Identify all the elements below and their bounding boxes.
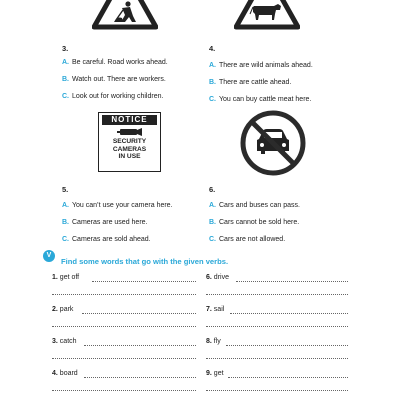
option-letter: B.	[62, 219, 69, 226]
answer-line[interactable]	[206, 326, 348, 327]
security-camera-icon	[115, 127, 145, 137]
option-text: Cars cannot be sold here.	[219, 219, 300, 226]
road-works-sign-icon	[92, 0, 158, 30]
section-badge: V	[43, 250, 55, 262]
question-number: 4.	[209, 44, 216, 53]
option-text: There are cattle ahead.	[219, 79, 292, 86]
option-c[interactable]	[62, 93, 163, 100]
option-letter: B.	[62, 76, 69, 83]
answer-line[interactable]	[52, 390, 196, 391]
verb-item	[52, 274, 79, 281]
answer-line[interactable]	[52, 358, 196, 359]
option-b[interactable]	[209, 219, 299, 226]
notice-line: CAMERAS	[112, 145, 147, 153]
verb-text: catch	[59, 338, 77, 345]
option-c[interactable]	[209, 236, 285, 243]
option-a[interactable]	[209, 62, 313, 69]
option-text: Watch out. There are workers.	[72, 76, 166, 83]
option-letter: A.	[62, 202, 69, 209]
option-letter: A.	[209, 202, 216, 209]
option-b[interactable]	[62, 219, 147, 226]
verb-number: 6.	[206, 274, 212, 281]
option-text: There are wild animals ahead.	[219, 62, 313, 69]
cattle-sign-icon	[234, 0, 300, 30]
option-letter: A.	[209, 62, 216, 69]
option-text: You can buy cattle meat here.	[219, 96, 312, 103]
notice-line: SECURITY	[112, 138, 147, 145]
answer-line[interactable]	[206, 390, 348, 391]
verb-number: 4.	[52, 370, 58, 377]
notice-line: IN USE	[118, 153, 141, 161]
answer-line[interactable]	[84, 345, 196, 346]
verb-number: 1.	[52, 274, 58, 281]
verb-item	[52, 306, 73, 313]
option-letter: C.	[209, 96, 216, 103]
section-title: Find some words that go with the given verbs.	[61, 257, 229, 266]
option-a[interactable]	[62, 59, 168, 66]
verb-text: get off	[59, 274, 80, 281]
verb-item	[52, 370, 78, 377]
answer-line[interactable]	[230, 313, 348, 314]
option-b[interactable]	[209, 79, 291, 86]
question-number: 6.	[209, 185, 216, 194]
answer-line[interactable]	[52, 326, 196, 327]
verb-text: get	[213, 370, 224, 377]
security-camera-notice-sign	[98, 112, 161, 172]
answer-line[interactable]	[52, 294, 196, 295]
verb-number: 7.	[206, 306, 212, 313]
answer-line[interactable]	[206, 294, 348, 295]
answer-line[interactable]	[228, 377, 348, 378]
question-number: 3.	[62, 44, 69, 53]
option-text: Cameras are used here.	[72, 219, 148, 226]
answer-line[interactable]	[236, 281, 348, 282]
answer-line[interactable]	[206, 358, 348, 359]
option-letter: A.	[62, 59, 69, 66]
notice-title: NOTICE	[102, 115, 157, 125]
verb-text: sail	[213, 306, 225, 313]
verb-text: park	[59, 306, 74, 313]
option-text: Cars and buses can pass.	[219, 202, 300, 209]
answer-line[interactable]	[82, 313, 196, 314]
option-text: You can’t use your camera here.	[72, 202, 173, 209]
option-letter: C.	[209, 236, 216, 243]
option-a[interactable]	[62, 202, 173, 209]
option-text: Look out for working children.	[72, 93, 164, 100]
verb-number: 9.	[206, 370, 212, 377]
verb-item	[52, 338, 77, 345]
option-c[interactable]	[62, 236, 151, 243]
question-number: 5.	[62, 185, 69, 194]
option-c[interactable]	[209, 96, 311, 103]
option-letter: C.	[62, 93, 69, 100]
verb-item	[206, 306, 224, 313]
verb-text: fly	[213, 338, 221, 345]
no-cars-sign-icon	[239, 109, 307, 177]
verb-item	[206, 274, 229, 281]
answer-line[interactable]	[84, 377, 196, 378]
verb-item	[206, 338, 221, 345]
verb-text: board	[59, 370, 78, 377]
option-text: Cameras are sold ahead.	[72, 236, 151, 243]
option-text: Be careful. Road works ahead.	[72, 59, 168, 66]
verb-number: 2.	[52, 306, 58, 313]
verb-text: drive	[213, 274, 229, 281]
option-letter: B.	[209, 79, 216, 86]
option-b[interactable]	[62, 76, 166, 83]
answer-line[interactable]	[226, 345, 348, 346]
option-letter: C.	[62, 236, 69, 243]
option-a[interactable]	[209, 202, 300, 209]
answer-line[interactable]	[92, 281, 196, 282]
option-text: Cars are not allowed.	[219, 236, 286, 243]
verb-number: 8.	[206, 338, 212, 345]
option-letter: B.	[209, 219, 216, 226]
verb-item	[206, 370, 224, 377]
verb-number: 3.	[52, 338, 58, 345]
